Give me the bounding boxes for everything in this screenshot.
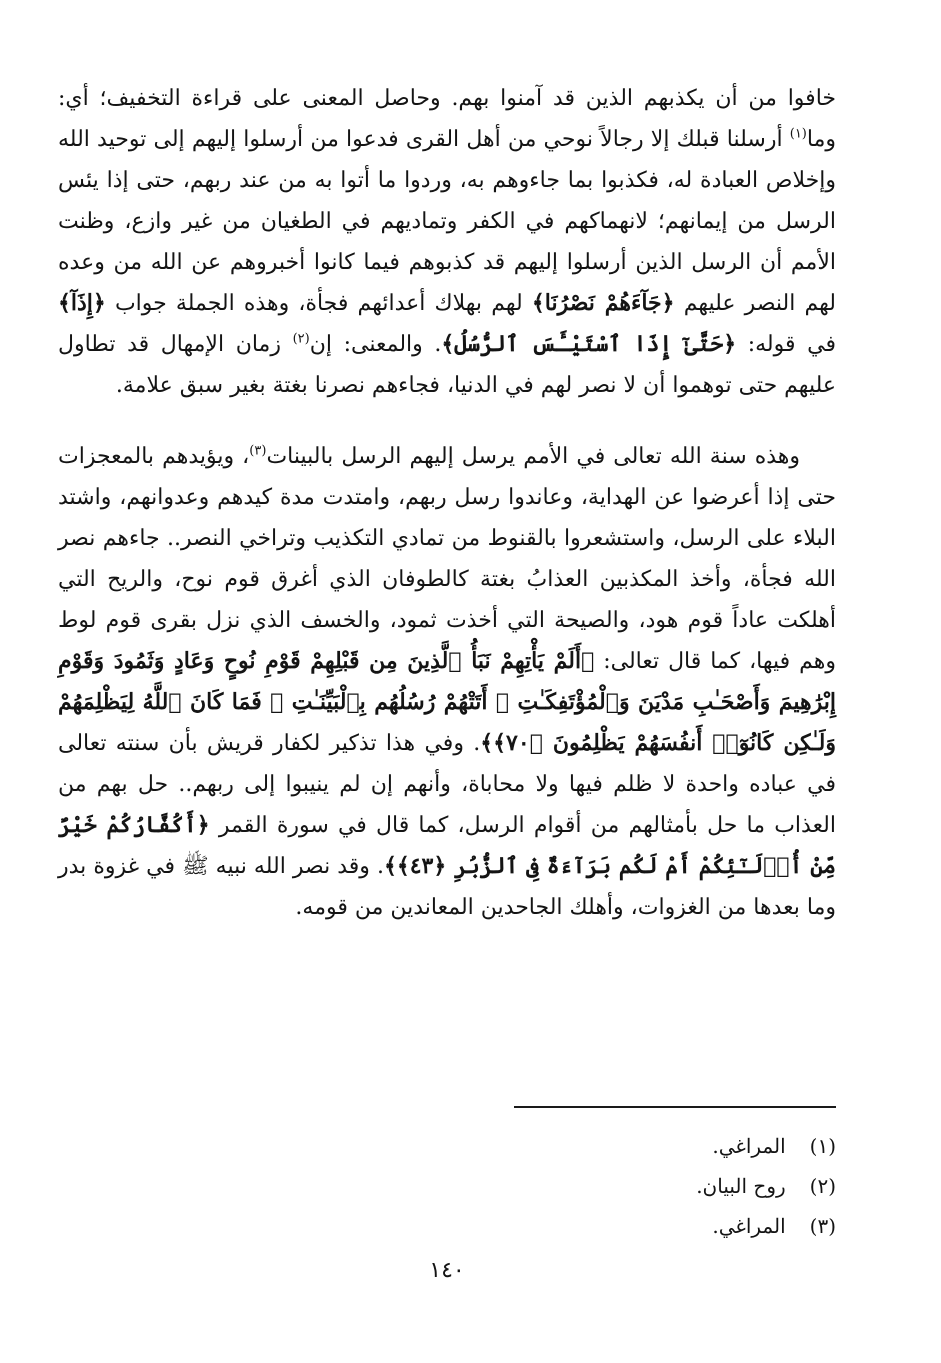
quran-quote: ﴿حَتَّىٰٓ إِذَا ٱسْتَيْـَٔسَ ٱلرُّسُلُ﴾ <box>441 331 737 357</box>
footnote-item <box>58 1166 836 1206</box>
footnote-number: (١) <box>809 1134 836 1158</box>
paragraph-text: . والمعنى: إن <box>309 332 442 357</box>
paragraph-text: زمان الإمهال قد تطاول عليهم حتى توهموا أن لا نصر لهم في الدنيا، فجاءهم نصرنا بغتة بغير سبق علامة. <box>58 332 836 398</box>
footnote-text: المراغي. <box>712 1134 786 1158</box>
paragraph-text: خافوا من أن يكذبهم الذين قد آمنوا بهم. وحاصل المعنى على قراءة التخفيف؛ أي: وما <box>58 86 836 152</box>
book-page <box>58 78 836 1348</box>
paragraph-text: . وفي هذا تذكير لكفار قريش بأن سنته تعالى في عباده واحدة لا ظلم فيها ولا محاباة، وأنهم إن لم ينيبوا إلى ربهم.. حل بهم من العذاب ما حل بأمثالهم من أقوام الرسل، كما قال في سورة القمر <box>58 731 836 838</box>
quran-quote: ﴿أَكُفَّارُكُمْ خَيْرٌ مِّنْ أُو۟لَـٰٓئِكُمْ أَمْ لَكُم بَرَآءَةٌ فِى ٱلزُّبُرِ ﴿٤٣﴾﴾ <box>58 812 836 879</box>
body-paragraph-2 <box>58 436 836 928</box>
page-number: ١٤٠ <box>429 1258 465 1283</box>
footnote-number: (٣) <box>809 1214 836 1238</box>
paragraph-text: ، ويؤيدهم بالمعجزات حتى إذا أعرضوا عن الهداية، وعاندوا رسل ربهم، وامتدت مدة كيدهم وعدوانهم، واشتد البلاء على الرسل، واستشعروا بالقنوط من تمادي التكذيب وتراخي النصر.. جاءهم نصر الله فجأة، وأخذ المكذبين العذابُ بغتة كالطوفان الذي أغرق قوم نوح، والريح التي أهلكت عاداً قوم هود، والصيحة التي أخذت ثمود، والخسف الذي نزل بقرى قوم لوط وهم فيها، كما قال تعالى: <box>58 444 836 674</box>
quran-quote: ﴿أَلَمْ يَأْتِهِمْ نَبَأُ ٱلَّذِينَ مِن قَبْلِهِمْ قَوْمِ نُوحٍ وَعَادٍ وَثَمُودَ وَقَوْمِ إِبْرَٰهِيمَ وَأَصْحَـٰبِ مَدْيَنَ وَٱلْمُؤْتَفِكَـٰتِ ۚ أَتَتْهُمْ رُسُلُهُم بِٱلْبَيِّنَـٰتِ ۖ فَمَا كَانَ ٱللَّهُ لِيَظْلِمَهُمْ وَلَـٰكِن كَانُوٓا۟ أَنفُسَهُمْ يَظْلِمُونَ ﴿٧٠﴾﴾ <box>58 648 837 756</box>
footnote-number: (٢) <box>809 1174 836 1198</box>
footnote-item <box>58 1126 836 1166</box>
paragraph-text: في قوله: <box>736 332 836 357</box>
footnote-text: روح البيان. <box>696 1174 786 1198</box>
footnotes-list <box>58 1126 836 1246</box>
footnote-reference: (٣) <box>249 443 267 459</box>
body-paragraph-1 <box>58 78 836 406</box>
footnote-text: المراغي. <box>712 1214 786 1238</box>
paragraph-text: . وقد نصر الله نبيه ﷺ في غزوة بدر وما بعدها من الغزوات، وأهلك الجاحدين المعاندين من قومه. <box>58 854 836 920</box>
paragraph-text: لهم بهلاك أعدائهم فجأة، وهذه الجملة جواب <box>105 291 532 316</box>
paragraph-text: وهذه سنة الله تعالى في الأمم يرسل إليهم الرسل بالبينات <box>266 444 801 469</box>
footnote-item <box>58 1206 836 1246</box>
footnote-divider <box>514 1106 836 1108</box>
footnote-reference: (١) <box>789 126 807 142</box>
paragraph-text: أرسلنا قبلك إلا رجالاً نوحي من أهل القرى فدعوا من أرسلوا إليهم إلى توحيد الله وإخلاص العبادة له، فكذبوا بما جاءوهم به، وردوا ما أتوا به من عند ربهم، حتى إذا يئس الرسل من إيمانهم؛ لانهماكهم في الكفر وتماديهم في الطغيان من غير وازع، وظنت الأمم أن الرسل الذين أرسلوا إليهم قد كذبوهم فيما كانوا أخبروهم عن الله من وعده لهم النصر عليهم <box>58 127 836 316</box>
quran-quote: ﴿إِذَآ﴾ <box>58 290 106 316</box>
quran-quote: ﴿جَآءَهُمْ نَصْرُنَا﴾ <box>531 290 675 316</box>
footnote-reference: (٢) <box>292 331 310 347</box>
